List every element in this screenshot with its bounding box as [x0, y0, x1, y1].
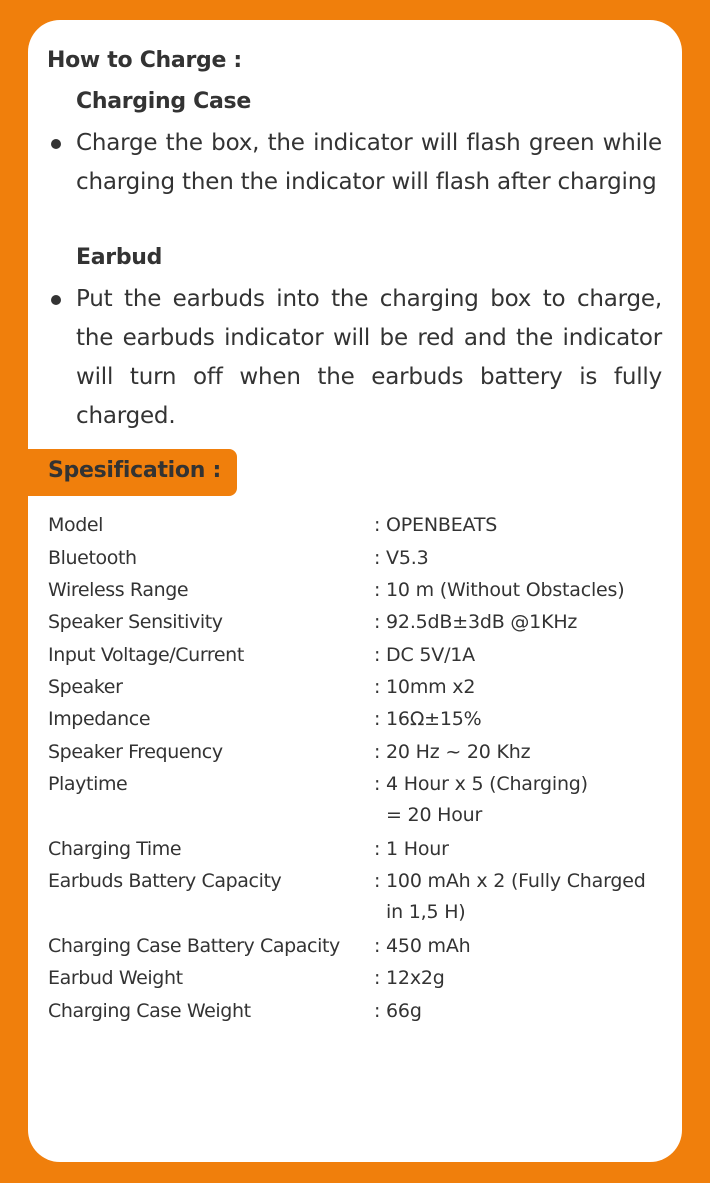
spec-row-case-weight [48, 1000, 668, 1032]
spec-value: : V5.3 [374, 547, 429, 569]
spec-label: Speaker Frequency [48, 741, 223, 763]
spec-value-continuation: = 20 Hour [386, 804, 483, 826]
spec-value: : DC 5V/1A [374, 644, 475, 666]
spec-value: : 1 Hour [374, 838, 449, 860]
spec-row-input-voltage [48, 644, 668, 676]
spec-row-playtime [48, 773, 668, 837]
spec-label: Charging Case Battery Capacity [48, 935, 340, 957]
spec-label: Bluetooth [48, 547, 137, 569]
spec-value: : 10 m (Without Obstacles) [374, 579, 625, 601]
spec-value: : 100 mAh x 2 (Fully Charged [374, 870, 646, 892]
spec-row-earbud-weight [48, 967, 668, 999]
specification-title: Spesification : [48, 458, 221, 483]
charging-case-instructions: Charge the box, the indicator will flash green while charging then the indicator will flash after charging [76, 130, 662, 195]
spec-label: Charging Time [48, 838, 182, 860]
earbud-subtitle: Earbud [76, 245, 163, 270]
spec-row-speaker-frequency [48, 741, 668, 773]
spec-value: : 450 mAh [374, 935, 471, 957]
spec-label: Speaker [48, 676, 123, 698]
specification-header-tab [28, 449, 237, 496]
spec-value: : 4 Hour x 5 (Charging) [374, 773, 588, 795]
spec-label: Charging Case Weight [48, 1000, 251, 1022]
spec-row-speaker [48, 676, 668, 708]
spec-value: : 92.5dB±3dB @1KHz [374, 611, 578, 633]
spec-label: Model [48, 514, 104, 536]
spec-label: Input Voltage/Current [48, 644, 244, 666]
spec-row-charging-time [48, 838, 668, 870]
spec-label: Earbud Weight [48, 967, 183, 989]
spec-value: : 10mm x2 [374, 676, 476, 698]
spec-label: Impedance [48, 708, 151, 730]
spec-row-bluetooth [48, 547, 668, 579]
spec-row-model [48, 514, 668, 546]
spec-row-case-battery [48, 935, 668, 967]
earbud-instructions: Put the earbuds into the charging box to charge, the earbuds indicator will be red and the indicator will turn off when the earbuds battery is fully charged. [76, 286, 662, 429]
spec-label: Speaker Sensitivity [48, 611, 223, 633]
charging-case-subtitle: Charging Case [76, 89, 251, 114]
bullet-icon [51, 295, 61, 305]
spec-value-continuation: in 1,5 H) [386, 901, 466, 923]
spec-value: : OPENBEATS [374, 514, 498, 536]
spec-value: : 16Ω±15% [374, 708, 482, 730]
spec-value: : 66g [374, 1000, 422, 1022]
bullet-icon [51, 139, 61, 149]
how-to-charge-title: How to Charge : [47, 48, 242, 73]
spec-value: : 20 Hz ~ 20 Khz [374, 741, 531, 763]
spec-label: Playtime [48, 773, 128, 795]
spec-value: : 12x2g [374, 967, 445, 989]
spec-label: Wireless Range [48, 579, 189, 601]
spec-row-speaker-sensitivity [48, 611, 668, 643]
spec-row-wireless-range [48, 579, 668, 611]
spec-row-earbuds-battery [48, 870, 668, 934]
spec-label: Earbuds Battery Capacity [48, 870, 282, 892]
spec-row-impedance [48, 708, 668, 740]
